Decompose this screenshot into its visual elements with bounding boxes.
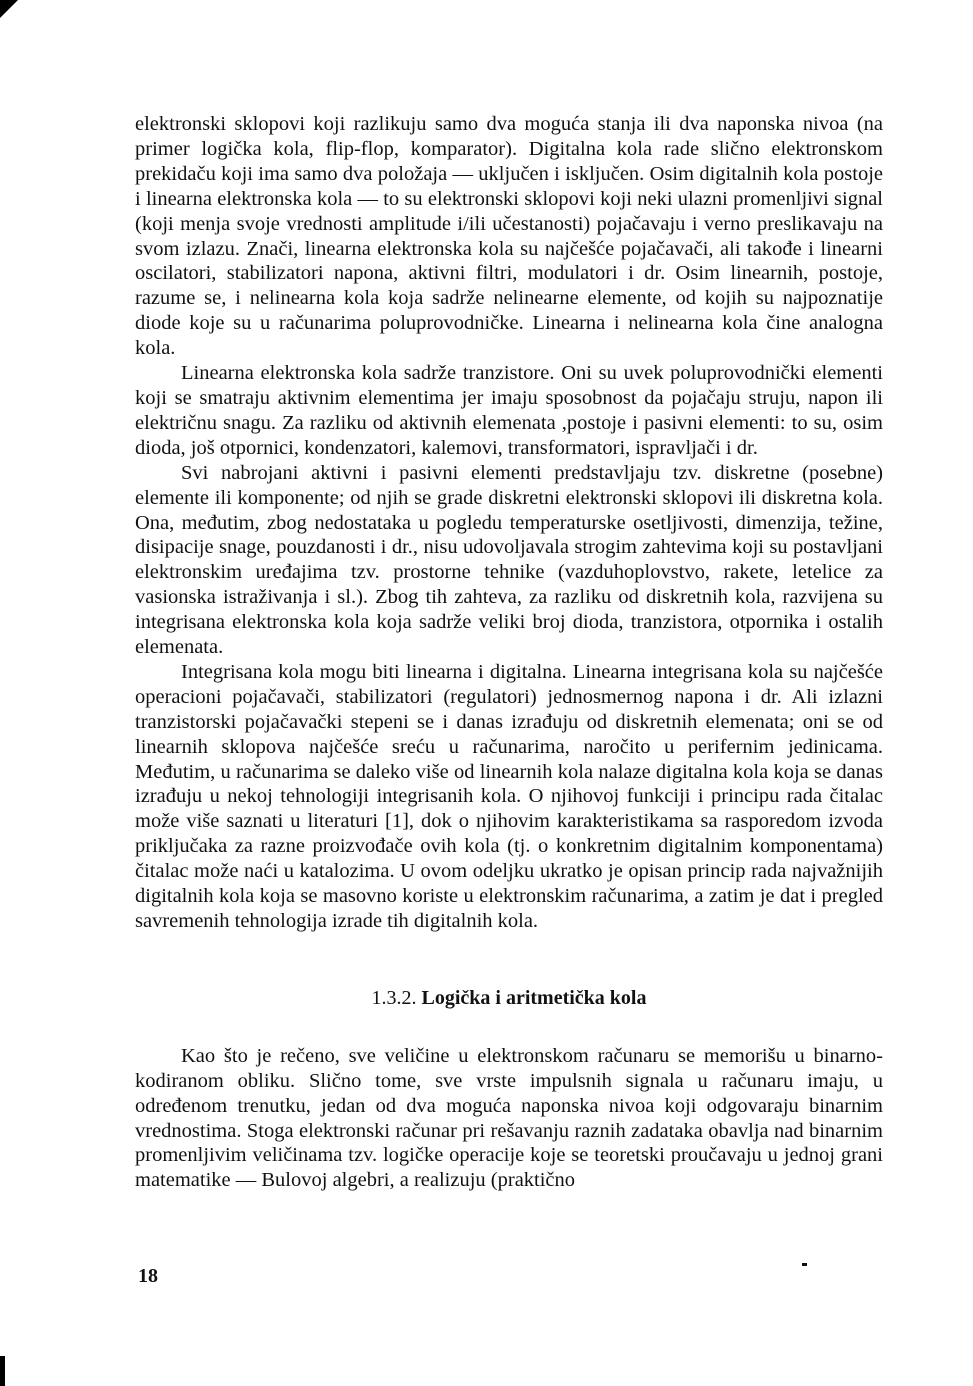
section-title: Logička i aritmetička kola [421, 986, 647, 1009]
page-number: 18 [138, 1265, 158, 1287]
paragraph-integrated-circuits: Integrisana kola mogu biti linearna i digitalna. Linearna integrisana kola su najčešće operacioni pojačavači, stabilizatori (regulatori) jednosmernog napona i dr. Ali izlazni tranzistorski pojačavački stepeni se i danas izrađuju od diskretnih elemenata; oni se od linearnih sklopova najčešće sreću u računarima, naročito u perifernim jedinicama. Međutim, u računarima se daleko više od linearnih kola nalaze digitalna kola koja se danas izrađuju u nekoj tehnologiji integrisanih kola. O njihovoj funkciji i principu rada čitalac može više saznati u literaturi [1], dok o njihovim karakteristikama sa rasporedom izvoda priključaka za razne proizvođače ovih kola (tj. o konkretnim digitalnim komponentama) čitalac može naći u katalozima. U ovom odeljku ukratko je opisan princip rada najvažnijih digitalnih kola koja se masovno koriste u elektronskim računarima, a zatim je dat i pregled savremenih tehnologija izrade tih digitalnih kola. [135, 660, 883, 932]
scan-dot-artifact [802, 1263, 807, 1266]
book-page-body [135, 112, 883, 1193]
paragraph-discrete-elements: Svi nabrojani aktivni i pasivni elementi predstavljaju tzv. diskretne (posebne) elemente ili komponente; od njih se grade diskretni elektronski sklopovi ili diskretna kola. Ona, međutim, zbog nedostataka u pogledu temperaturske osetljivosti, dimenzija, težine, disipacije snage, pouzdanosti i dr., nisu udovoljavala strogim zahtevima koji su postavljani elektronskim uređajima tzv. prostorne tehnike (vazduhoplovstvo, rakete, letelice za vasionska istraživanja i sl.). Zbog tih zahteva, za razliku od diskretnih kola, razvijena su integrisana elektronska kola koja sadrže veliki broj dioda, tranzistora, otpornika i ostalih elemenata. [135, 461, 883, 659]
paragraph-linear-circuits: Linearna elektronska kola sadrže tranzistore. Oni su uvek poluprovodnički elementi koji se smatraju aktivnim elementima jer imaju sposobnost da pojačaju struju, napon ili električnu snagu. Za razliku od aktivnih elemenata ,postoje i pasivni elementi: to su, osim dioda, još otpornici, kondenzatori, kalemovi, transformatori, ispravljači i dr. [135, 362, 883, 459]
paragraph-logic-operations: Kao što je rečeno, sve veličine u elektronskom računaru se memorišu u binarno-kodiranom obliku. Slično tome, sve vrste impulsnih signala u računaru imaju, u određenom trenutku, jedan od dva moguća naponska nivoa koji odgovaraju binarnim vrednostima. Stoga elektronski računar pri rešavanju raznih zadataka obavlja nad binarnim promenljivim veličinama tzv. logičke operacije koje se teoretski proučavaju u jednoj grani matematike — Bulovoj algebri, a realizuju (praktično [135, 1044, 883, 1192]
scan-edge-artifact [0, 1356, 5, 1386]
paragraph-digital-vs-linear: elektronski sklopovi koji razlikuju samo dva moguća stanja ili dva naponska nivoa (na primer logička kola, flip-flop, komparator). Digitalna kola rade slično elektronskom prekidaču koji ima samo dva položaja — uključen i isključen. Osim digitalnih kola postoje i linearna elektronska kola — to su elektronski sklopovi koji neki ulazni promenljivi signal (koji menja svoje vrednosti amplitude i/ili učestanosti) pojačavaju i verno preslikavaju na svom izlazu. Znači, linearna elektronska kola su najčešće pojačavači, ali takođe i linearni oscilatori, stabilizatori napona, aktivni filtri, modulatori i dr. Osim linearnih, postoje, razume se, i nelinearna kola koja sadrže nelinearne elemente, od kojih su najpoznatije diode koje su u računarima poluprovodničke. Linearna i nelinearna kola čine analogna kola. [135, 113, 883, 360]
scan-corner-artifact [0, 0, 18, 18]
section-heading [135, 986, 883, 1011]
section-number: 1.3.2. [371, 986, 417, 1009]
